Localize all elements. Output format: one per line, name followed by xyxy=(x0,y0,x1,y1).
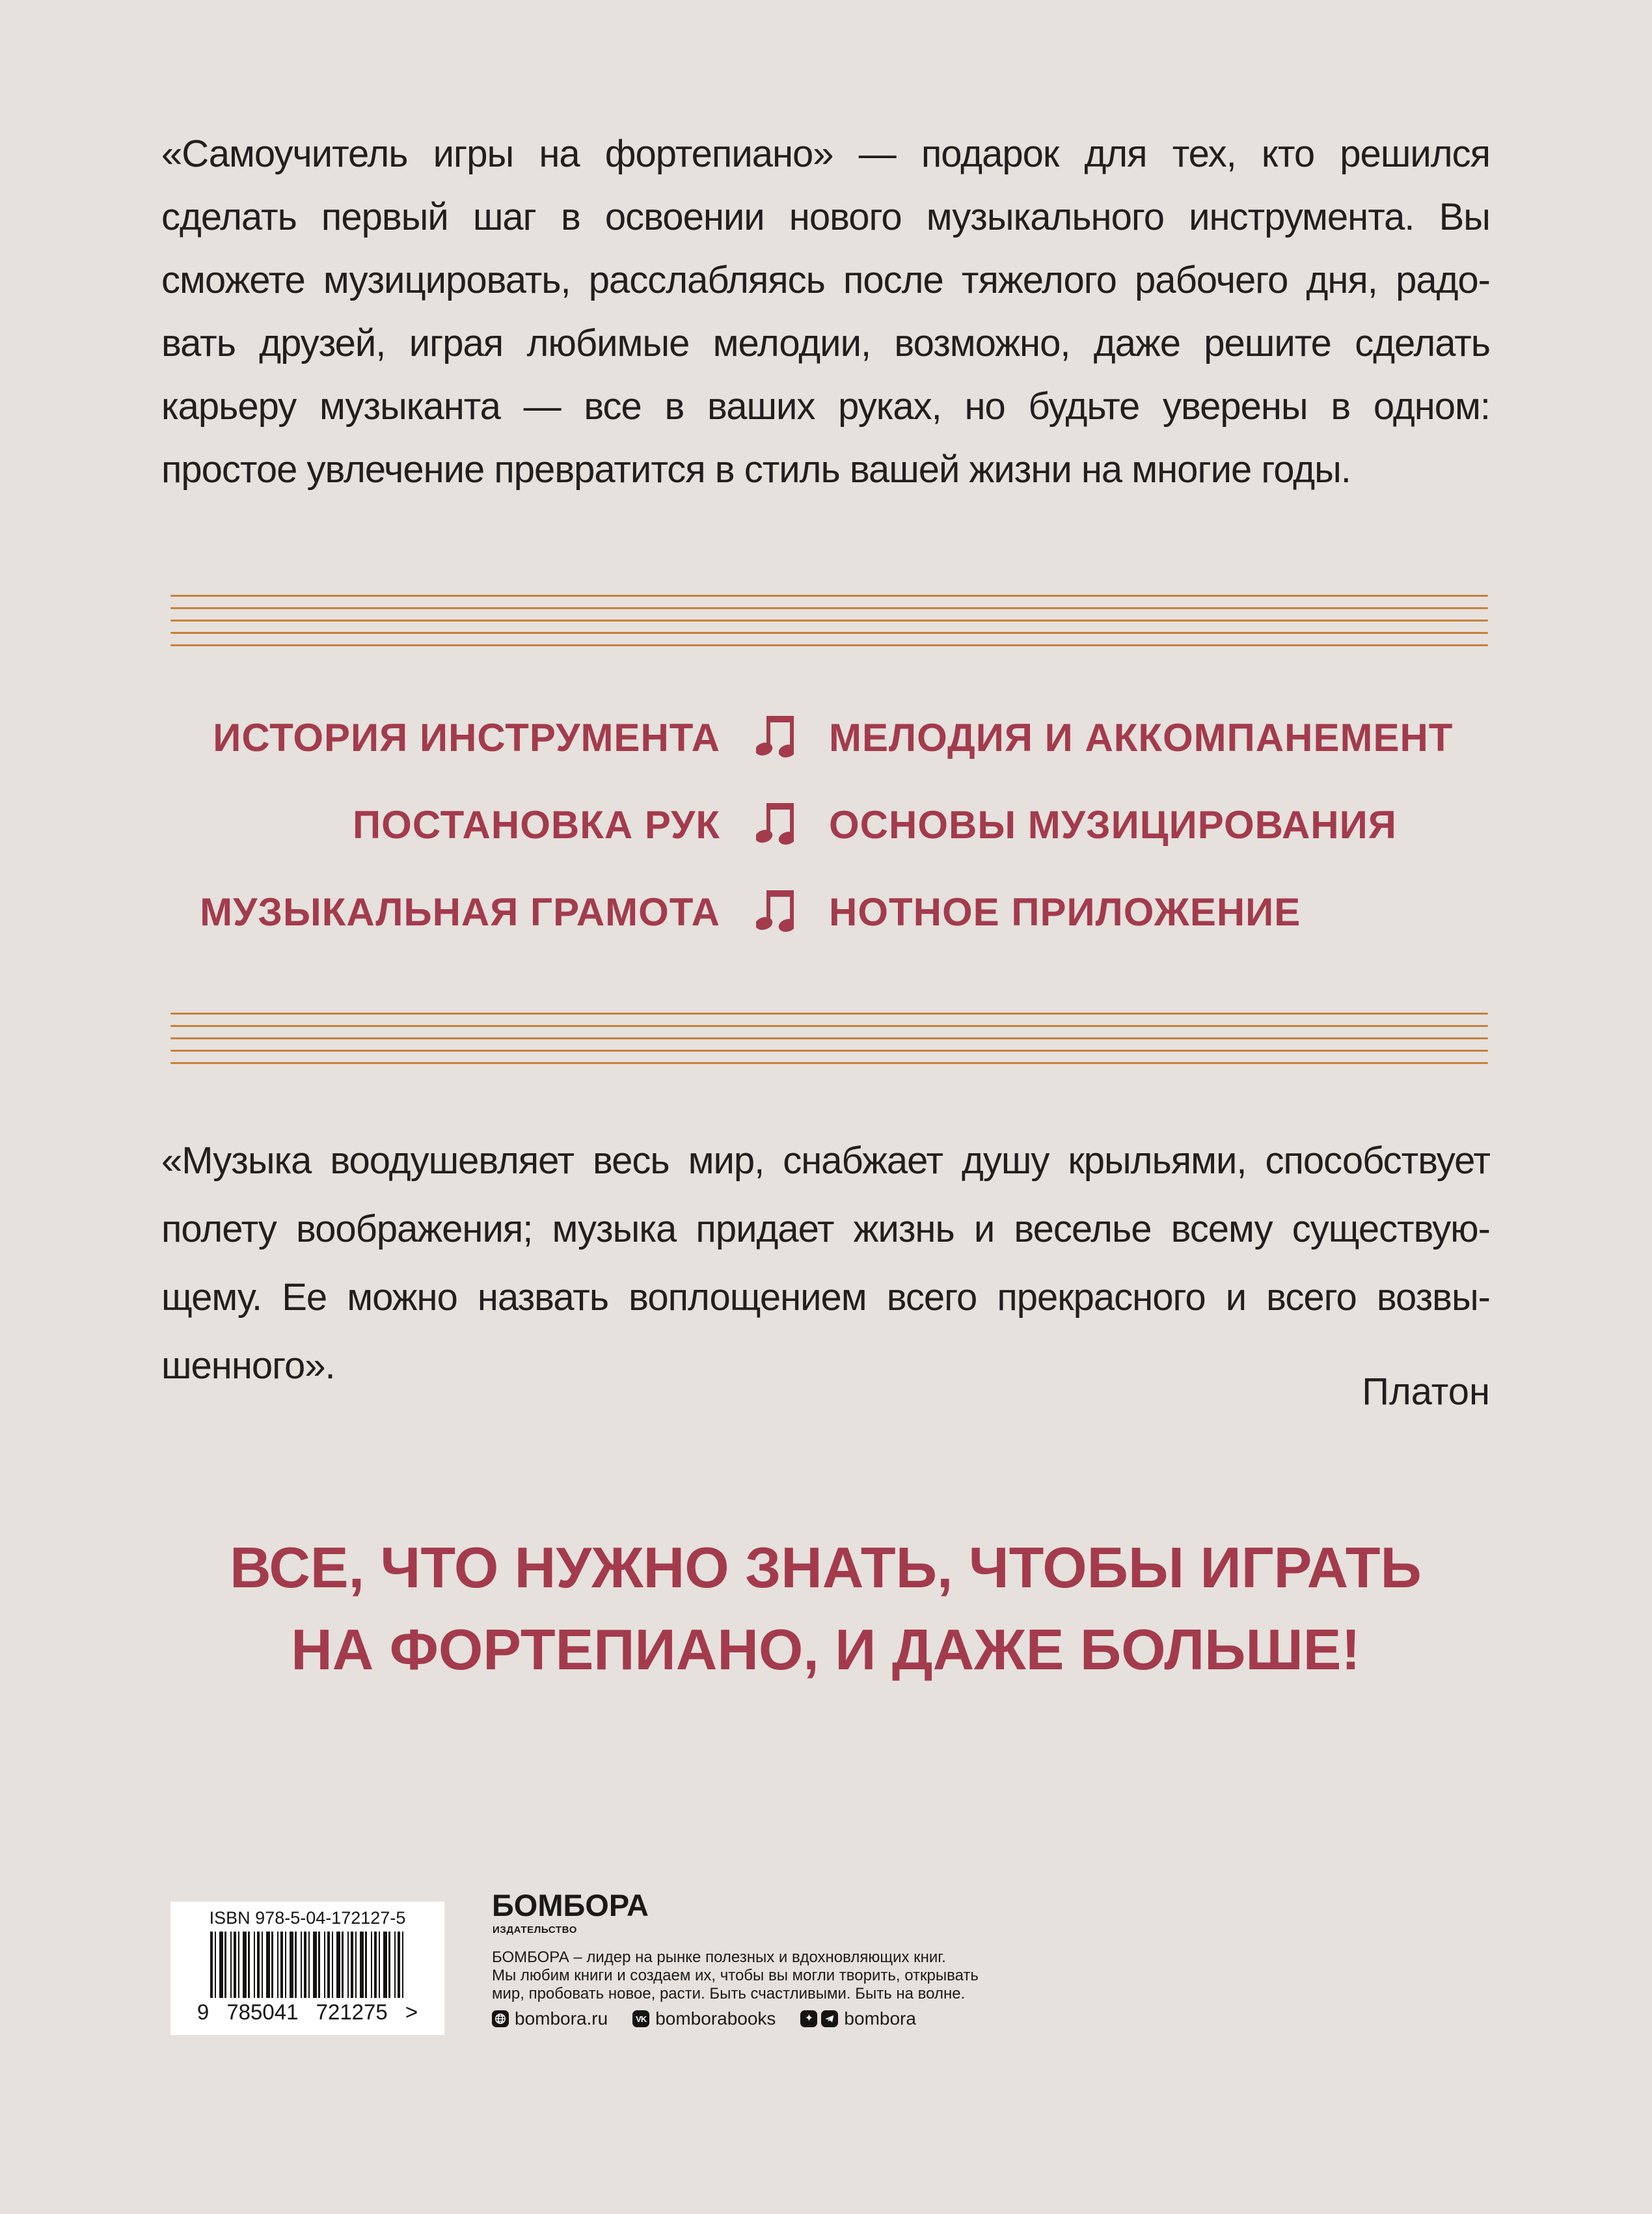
telegram-icon xyxy=(821,2010,838,2027)
topic-right-label: ОСНОВЫ МУЗИЦИРОВАНИЯ xyxy=(829,802,1397,847)
isbn-barcode-box xyxy=(170,1902,444,2035)
isbn-label: ISBN 978-5-04-172127-5 xyxy=(209,1908,406,1928)
topic-right-label: МЕЛОДИЯ И АККОМПАНЕМЕНТ xyxy=(829,715,1454,759)
headline-line: ВСЕ, ЧТО НУЖНО ЗНАТЬ, ЧТОБЫ ИГРАТЬ xyxy=(230,1535,1422,1600)
beamed-note-icon xyxy=(720,716,829,759)
quote-paragraph xyxy=(161,1127,1490,1400)
staff-line xyxy=(170,595,1488,597)
quote-line: полету воображения; музыка придает жизнь и веселье всему существую- xyxy=(161,1208,1490,1250)
topic-left-label: МУЗЫКАЛЬНАЯ ГРАМОТА xyxy=(200,890,720,934)
topic-row xyxy=(161,801,1490,848)
vk-glyph: VK xyxy=(636,2014,647,2024)
intro-line: сможете музицировать, расслабляясь после тяжелого рабочего дня, радо- xyxy=(161,259,1490,301)
staff-line xyxy=(170,607,1488,609)
publisher-description xyxy=(492,1948,979,2003)
beamed-note-icon xyxy=(720,803,829,846)
social-links-row xyxy=(492,2008,941,2029)
music-staff-bottom xyxy=(170,1013,1488,1064)
staff-line xyxy=(170,620,1488,622)
website-link xyxy=(492,2008,608,2029)
quote-line: щему. Ее можно назвать воплощением всего прекрасного и всего возвы- xyxy=(161,1276,1490,1319)
intro-line: сделать первый шаг в освоении нового музыкального инструмента. Вы xyxy=(161,196,1490,238)
publisher-description-line: Мы любим книги и создаем их, чтобы вы могли творить, открывать xyxy=(492,1967,979,1984)
staff-line xyxy=(170,1050,1488,1052)
topic-row xyxy=(161,714,1490,761)
intro-line: карьеру музыканта — все в ваших руках, но будьте уверены в одном: xyxy=(161,385,1490,428)
intro-line: простое увлечение превратится в стиль вашей жизни на многие годы. xyxy=(161,448,1351,491)
music-staff-top xyxy=(170,595,1488,646)
staff-line xyxy=(170,1062,1488,1064)
staff-line xyxy=(170,632,1488,634)
topic-left-label: ПОСТАНОВКА РУК xyxy=(353,802,720,847)
beamed-note-icon xyxy=(720,890,829,933)
vk-icon xyxy=(632,2010,649,2027)
messengers-link xyxy=(800,2008,916,2029)
headline xyxy=(161,1527,1490,1691)
publisher-subtitle: ИЗДАТЕЛЬСТВО xyxy=(493,1924,577,1935)
intro-paragraph xyxy=(161,122,1490,501)
globe-icon xyxy=(492,2010,509,2027)
vk-link xyxy=(632,2008,776,2029)
staff-line xyxy=(170,1013,1488,1015)
barcode xyxy=(210,1932,405,1998)
quote-line: шенного». xyxy=(161,1345,335,1387)
quote-line: «Музыка воодушевляет весь мир, снабжает душу крыльями, способствует xyxy=(161,1140,1490,1182)
topic-right-label: НОТНОЕ ПРИЛОЖЕНИЕ xyxy=(829,890,1301,934)
publisher-logo: БОМБОРА xyxy=(492,1888,649,1922)
headline-line: НА ФОРТЕПИАНО, И ДАЖЕ БОЛЬШЕ! xyxy=(291,1617,1361,1682)
topic-left-label: ИСТОРИЯ ИНСТРУМЕНТА xyxy=(213,715,720,759)
intro-line: «Самоучитель игры на фортепиано» — подарок для тех, кто решился xyxy=(161,133,1490,175)
publisher-description-line: мир, пробовать новое, расти. Быть счастливыми. Быть на волне. xyxy=(492,1985,966,2002)
zen-icon xyxy=(800,2010,817,2027)
publisher-description-line: БОМБОРА – лидер на рынке полезных и вдохновляющих книг. xyxy=(492,1948,946,1966)
messengers-label: bombora xyxy=(844,2008,916,2029)
quote-attribution: Платон xyxy=(1362,1371,1490,1413)
staff-line xyxy=(170,1025,1488,1027)
staff-line xyxy=(170,644,1488,646)
zen-glyph: ✦ xyxy=(804,2013,814,2024)
staff-line xyxy=(170,1037,1488,1039)
website-label: bombora.ru xyxy=(515,2008,608,2029)
barcode-digits: 9 785041 721275 > xyxy=(196,2000,418,2024)
topic-row xyxy=(161,888,1490,935)
vk-label: bomborabooks xyxy=(655,2008,776,2029)
intro-line: вать друзей, играя любимые мелодии, возможно, даже решите сделать xyxy=(161,322,1490,364)
